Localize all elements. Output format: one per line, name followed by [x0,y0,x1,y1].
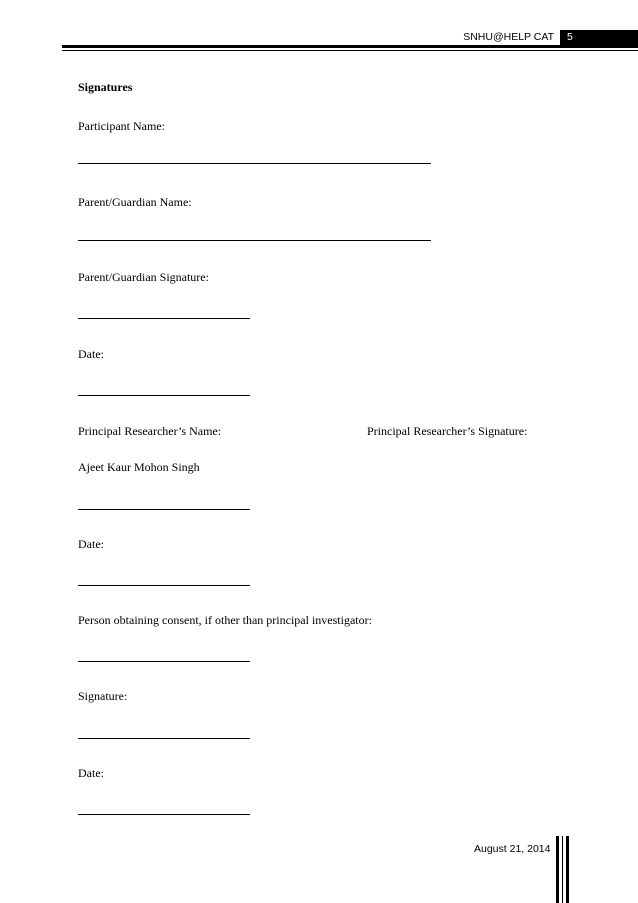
date-label-2: Date: [78,537,104,551]
header-title: SNHU@HELP CAT [463,31,554,43]
parent-guardian-signature-line[interactable] [78,318,250,319]
principal-researcher-name-value: Ajeet Kaur Mohon Singh [78,460,200,474]
header-rule-thick [62,45,638,48]
date-line-2[interactable] [78,585,250,586]
parent-guardian-signature-label: Parent/Guardian Signature: [78,270,209,284]
signature-label: Signature: [78,689,128,703]
principal-researcher-signature-label: Principal Researcher’s Signature: [367,424,528,438]
section-title: Signatures [78,80,133,94]
participant-name-line[interactable] [78,163,431,164]
person-obtaining-consent-line[interactable] [78,661,250,662]
principal-researcher-line[interactable] [78,509,250,510]
footer-bar [556,836,559,903]
parent-guardian-name-label: Parent/Guardian Name: [78,195,192,209]
date-label-1: Date: [78,347,104,361]
date-line-1[interactable] [78,395,250,396]
footer-date: August 21, 2014 [474,843,551,855]
date-line-3[interactable] [78,814,250,815]
footer-bar [566,836,569,903]
header-rule-thin [62,50,638,51]
page-number: 5 [560,30,638,45]
parent-guardian-name-line[interactable] [78,240,431,241]
participant-name-label: Participant Name: [78,119,165,133]
person-obtaining-consent-label: Person obtaining consent, if other than principal investigator: [78,613,372,627]
signature-line[interactable] [78,738,250,739]
date-label-3: Date: [78,766,104,780]
principal-researcher-name-label: Principal Researcher’s Name: [78,424,222,438]
footer-bar [562,836,563,903]
